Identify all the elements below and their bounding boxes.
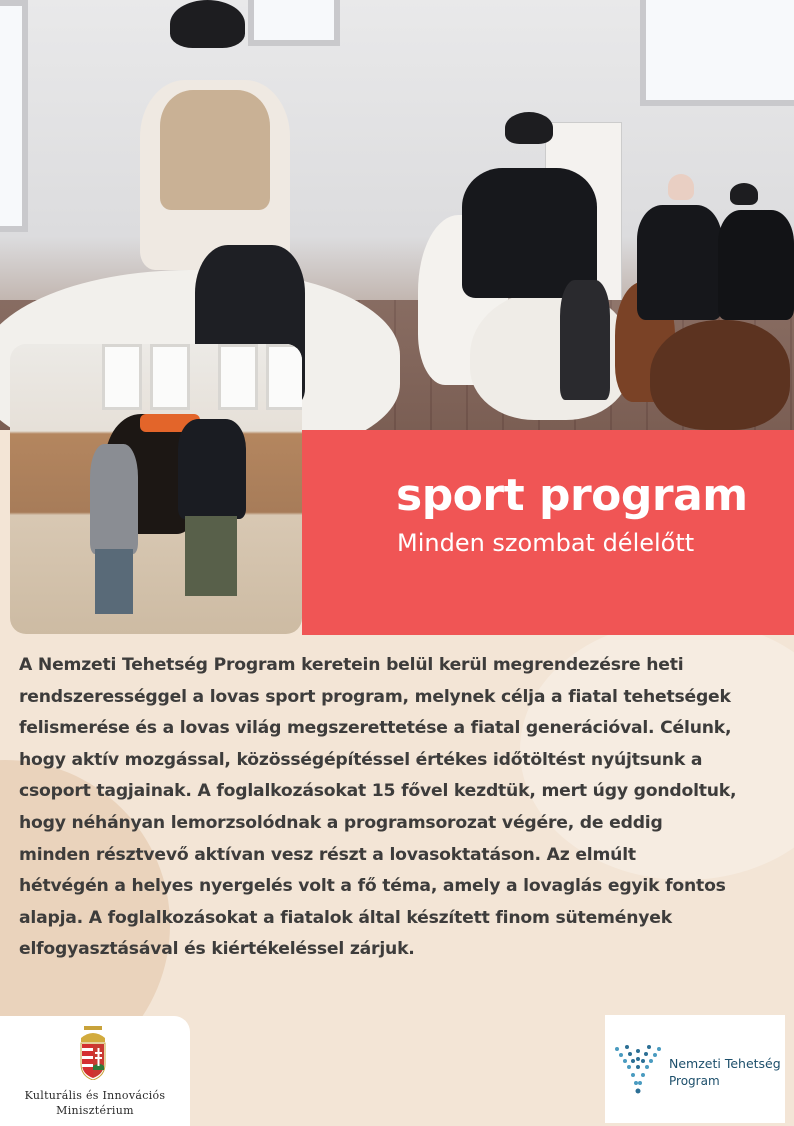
hungarian-coat-of-arms-icon	[78, 1026, 108, 1080]
ministry-name-line2: Minisztérium	[56, 1104, 134, 1117]
ntp-wheat-logo-icon	[613, 1043, 663, 1103]
body-line: csoport tagjainak. A foglalkozásokat 15 fővel kezdtük, mert úgy gondoltuk,	[19, 781, 737, 802]
ntp-logo	[605, 1015, 785, 1123]
body-line: A Nemzeti Tehetség Program keretein belül kerül megrendezésre heti	[19, 655, 684, 675]
body-line: rendszerességgel a lovas sport program, melynek célja a fiatal tehetségek	[19, 686, 731, 707]
body-line: hétvégén a helyes nyergelés volt a fő téma, amely a lovaglás egyik fontos	[19, 876, 726, 897]
ministry-logo	[0, 1016, 190, 1126]
body-line: elfogyasztásával és kiértékeléssel zárjuk.	[19, 939, 415, 960]
body-line: hogy aktív mozgással, közösségépítéssel értékes időtöltést nyújtsunk a	[19, 749, 703, 770]
page-subtitle: Minden szombat délelőtt	[397, 529, 695, 557]
ntp-subtitle: Program	[669, 1074, 720, 1088]
body-line: minden résztvevő aktívan vesz részt a lovasoktatáson. Az elmúlt	[19, 844, 636, 865]
article-body	[19, 650, 789, 966]
inset-photo-saddling	[10, 344, 302, 634]
ntp-name: Nemzeti Tehetség	[669, 1056, 781, 1071]
page-title: sport program	[396, 470, 748, 521]
ministry-name-line1: Kulturális és Innovációs	[24, 1089, 166, 1102]
body-line: hogy néhányan lemorzsolódnak a programsorozat végére, de eddig	[19, 812, 663, 833]
body-line: felismerése és a lovas világ megszerettetése a fiatal generációval. Célunk,	[19, 718, 732, 739]
body-line: alapja. A foglalkozásokat a fiatalok által készített finom sütemények	[19, 907, 672, 928]
